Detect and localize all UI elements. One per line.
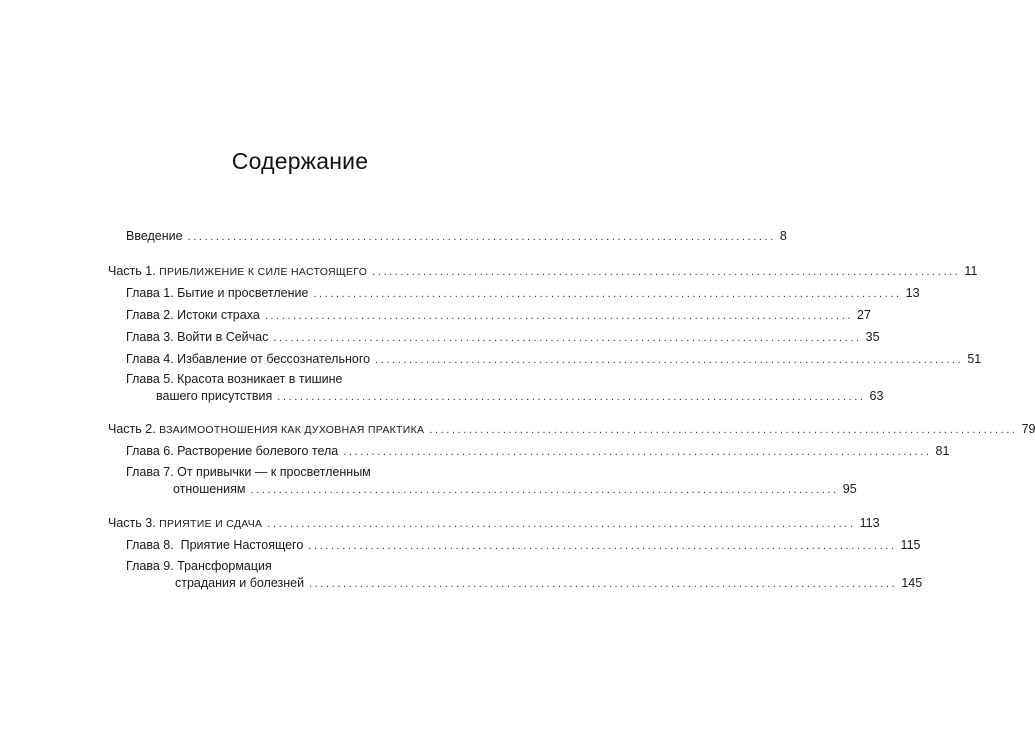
dot-leader: ........................................................................................................ xyxy=(273,332,862,344)
dot-leader: ........................................................................................................ xyxy=(264,310,854,322)
toc-part-label xyxy=(108,421,424,438)
toc-page-number: 63 xyxy=(869,389,884,403)
toc-part-name: ПРИЯТИЕ И СДАЧА xyxy=(159,518,263,530)
toc-part-prefix: Часть 2. xyxy=(108,422,156,436)
toc-chapter-2 xyxy=(126,307,871,324)
toc-part-prefix: Часть 1. xyxy=(108,264,156,278)
toc-page-number: 8 xyxy=(779,229,787,243)
dot-leader: ........................................................................................................ xyxy=(309,578,898,590)
toc-chapter-label-cont: страдания и болезней xyxy=(175,576,305,590)
toc-chapter-5 xyxy=(156,388,884,405)
page-title: Содержание xyxy=(231,148,369,174)
toc-page-number: 27 xyxy=(857,308,871,322)
dot-leader: ........................................................................................................ xyxy=(313,288,902,300)
dot-leader: ........................................................................................................ xyxy=(277,391,866,403)
toc-part-name: ПРИБЛИЖЕНИЕ К СИЛЕ НАСТОЯЩЕГО xyxy=(159,266,368,278)
toc-chapter-4 xyxy=(126,351,982,368)
toc-chapter-7-line1: Глава 7. От привычки — к просветленным xyxy=(126,465,371,479)
toc-chapter-label: Глава 6. Растворение болевого тела xyxy=(126,444,339,458)
toc-chapter-label: Глава 2. Истоки страха xyxy=(126,308,260,322)
toc-entry-label: Введение xyxy=(126,229,183,243)
toc-entry-intro xyxy=(126,228,787,245)
dot-leader: ........................................................................................................ xyxy=(308,540,897,552)
toc-page-number: 95 xyxy=(842,482,857,496)
toc-page-number: 113 xyxy=(859,516,880,530)
toc-page-number: 51 xyxy=(967,352,982,366)
dot-leader: ........................................................................................................ xyxy=(343,446,932,458)
toc-chapter-label-cont: вашего присутствия xyxy=(156,389,273,403)
toc-part-name: ВЗАИМООТНОШЕНИЯ КАК ДУХОВНАЯ ПРАКТИКА xyxy=(159,424,425,436)
toc-chapter-5-line1: Глава 5. Красота возникает в тишине xyxy=(126,372,343,386)
toc-chapter-label: Глава 1. Бытие и просветление xyxy=(126,286,309,300)
toc-chapter-3 xyxy=(126,329,880,346)
toc-chapter-9 xyxy=(175,575,923,592)
toc-chapter-7 xyxy=(173,481,857,498)
dot-leader: ........................................................................................................ xyxy=(267,518,856,530)
toc-chapter-label: Глава 8. Приятие Настоящего xyxy=(126,538,304,552)
toc-page-number: 35 xyxy=(865,330,880,344)
toc-part-prefix: Часть 3. xyxy=(108,516,156,530)
toc-chapter-label: Глава 4. Избавление от бессознательного xyxy=(126,352,371,366)
toc-chapter-6 xyxy=(126,443,950,460)
dot-leader: ........................................................................................................ xyxy=(187,231,776,243)
toc-part-label xyxy=(108,515,262,532)
toc-page-number: 115 xyxy=(900,538,921,552)
toc-chapter-9-line1: Глава 9. Трансформация xyxy=(126,559,272,573)
toc-page-number: 145 xyxy=(901,576,923,590)
toc-chapter-8 xyxy=(126,537,921,554)
toc-page-number: 79 xyxy=(1021,422,1035,436)
dot-leader: ........................................................................................................ xyxy=(429,424,1018,436)
dot-leader: ........................................................................................................ xyxy=(372,266,961,278)
toc-chapter-1 xyxy=(126,285,920,302)
toc-chapter-label-cont: отношениям xyxy=(173,482,246,496)
toc-part-label xyxy=(108,263,367,280)
toc-chapter-label: Глава 3. Войти в Сейчас xyxy=(126,330,269,344)
toc-page-number: 11 xyxy=(964,264,978,278)
toc-part-1 xyxy=(108,263,978,280)
toc-part-2 xyxy=(108,421,1035,438)
dot-leader: ........................................................................................................ xyxy=(250,484,839,496)
dot-leader: ........................................................................................................ xyxy=(375,354,964,366)
toc-page-number: 13 xyxy=(905,286,920,300)
toc-page-number: 81 xyxy=(935,444,950,458)
toc-part-3 xyxy=(108,515,880,532)
